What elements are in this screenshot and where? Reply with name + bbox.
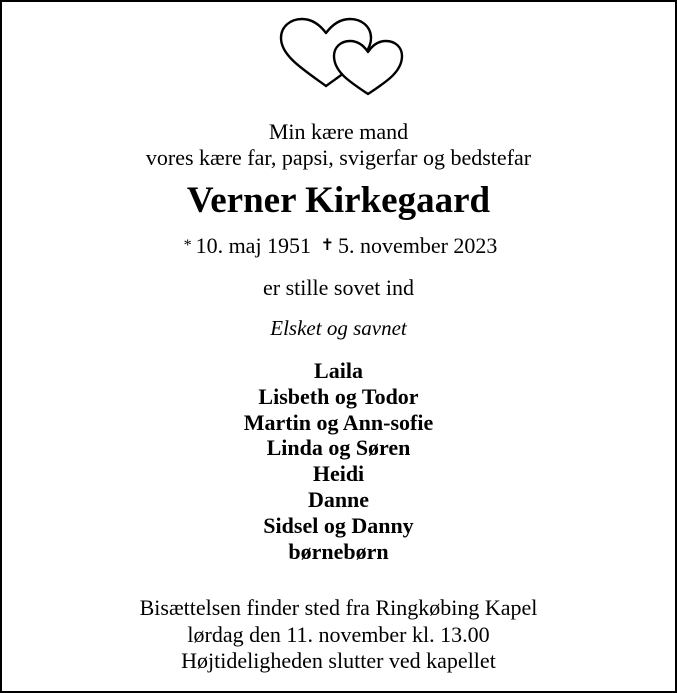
- death-cross-icon: ✝: [320, 237, 334, 254]
- mourner-name: Heidi: [312, 461, 365, 487]
- mourner-name: Linda og Søren: [266, 435, 411, 461]
- intro-line-1: Min kære mand: [268, 119, 409, 144]
- funeral-line-1: Bisættelsen finder sted fra Ringkøbing Kapel: [139, 595, 538, 620]
- intro-text: [2, 119, 675, 171]
- mourners-list: [2, 358, 675, 564]
- passed-text: er stille sovet ind: [263, 275, 414, 300]
- mourner-name: Danne: [307, 486, 370, 512]
- mourner-name: børnebørn: [288, 538, 389, 564]
- funeral-line-2: lørdag den 11. november kl. 13.00: [187, 621, 490, 647]
- death-date: 5. november 2023: [337, 233, 498, 258]
- funeral-line-3: Højtideligheden slutter ved kapellet: [181, 648, 496, 673]
- mourner-name: Sidsel og Danny: [263, 512, 414, 538]
- double-hearts-icon: [276, 16, 406, 98]
- funeral-info: [2, 595, 675, 675]
- birth-date: 10. maj 1951: [195, 233, 312, 258]
- birth-star-icon: *: [183, 237, 192, 254]
- loved-text: Elsket og savnet: [270, 316, 407, 340]
- deceased-name: Verner Kirkegaard: [186, 180, 491, 221]
- intro-line-2: vores kære far, papsi, svigerfar og bedstefar: [145, 145, 532, 170]
- mourner-name: Laila: [314, 358, 363, 383]
- mourner-name: Lisbeth og Todor: [258, 383, 419, 409]
- mourner-name: Martin og Ann-sofie: [243, 409, 434, 435]
- life-dates: [2, 235, 675, 257]
